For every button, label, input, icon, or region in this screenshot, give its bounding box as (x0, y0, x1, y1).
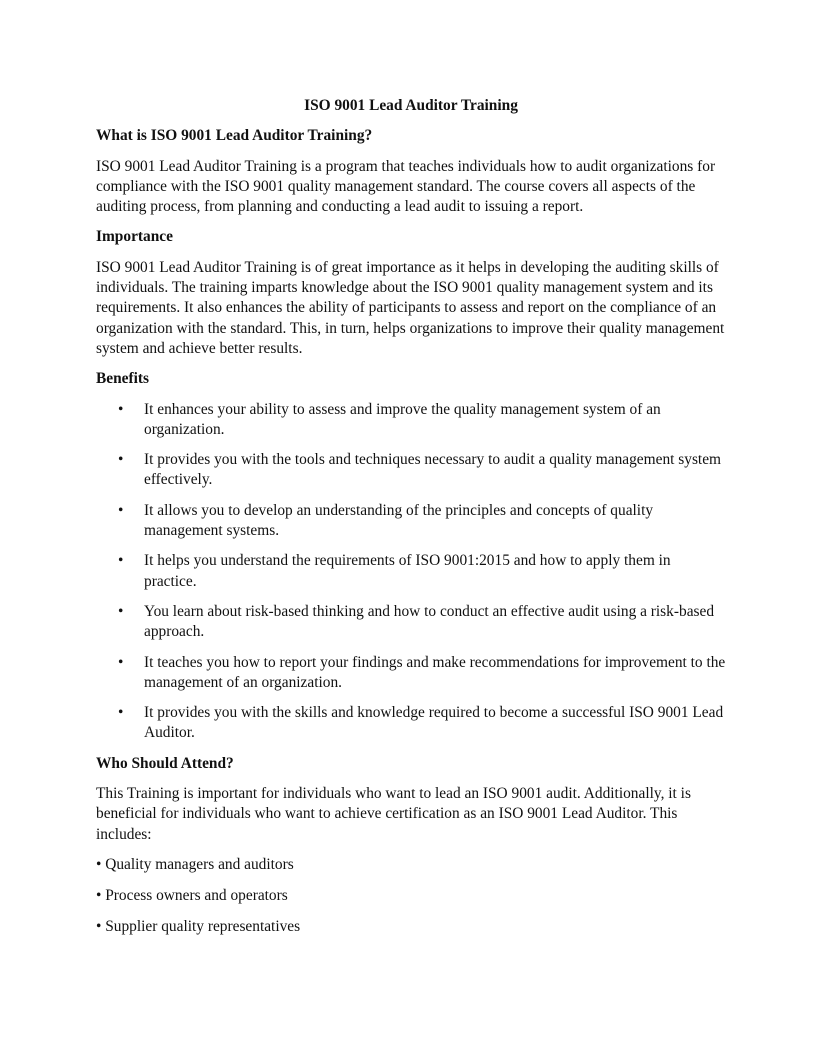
benefit-text: It provides you with the skills and knowledge required to become a successful ISO 9001 Lead Auditor. (144, 704, 724, 742)
section-heading-benefits: Benefits (96, 370, 150, 388)
bullet-icon: • (118, 501, 124, 519)
bullet-icon: • (118, 552, 124, 570)
bullet-icon: • (118, 451, 124, 469)
section-heading-what-is: What is ISO 9001 Lead Auditor Training? (96, 127, 373, 145)
benefit-item (96, 602, 726, 643)
benefits-list (96, 400, 726, 744)
benefit-item (96, 501, 726, 542)
benefit-item (96, 450, 726, 491)
benefit-item (96, 400, 726, 441)
bullet-icon: • (118, 704, 124, 722)
benefit-text: It teaches you how to report your findings and make recommendations for improvement to the management of an organization. (144, 653, 726, 691)
section-heading-who-should-attend: Who Should Attend? (96, 754, 234, 772)
attendee-item: • Process owners and operators (96, 886, 288, 904)
bullet-icon: • (118, 653, 124, 671)
section-text-importance: ISO 9001 Lead Auditor Training is of great importance as it helps in developing the auditing skills of individuals. The training imparts knowledge about the ISO 9001 quality management system and its requirements. It also enhances the ability of participants to assess and report on the compliance of an organization with the standard. This, in turn, helps organizations to improve their quality management system and achieve better results. (96, 258, 725, 357)
benefit-item (96, 551, 726, 592)
section-text-what-is: ISO 9001 Lead Auditor Training is a program that teaches individuals how to audit organizations for compliance with the ISO 9001 quality management standard. The course covers all aspects of the auditing process, from planning and conducting a lead audit to issuing a report. (96, 157, 716, 216)
benefit-text: It provides you with the tools and techniques necessary to audit a quality management system effectively. (144, 451, 722, 489)
benefit-text: It enhances your ability to assess and improve the quality management system of an organization. (144, 400, 661, 438)
bullet-icon: • (118, 602, 124, 620)
benefit-item (96, 703, 726, 744)
section-text-who-should-attend: This Training is important for individuals who want to lead an ISO 9001 audit. Additionally, it is beneficial for individuals who want to achieve certification as an ISO 9001 Lead Auditor. This includes: (96, 785, 691, 843)
attendee-item: • Supplier quality representatives (96, 917, 301, 935)
bullet-icon: • (118, 400, 124, 418)
benefit-text: It helps you understand the requirements of ISO 9001:2015 and how to apply them in practice. (144, 552, 671, 590)
attendee-item: • Quality managers and auditors (96, 855, 294, 873)
document-title: ISO 9001 Lead Auditor Training (304, 97, 518, 114)
section-heading-importance: Importance (96, 228, 173, 246)
benefit-item (96, 653, 726, 694)
document-page (96, 96, 726, 948)
benefit-text: You learn about risk-based thinking and how to conduct an effective audit using a risk-based approach. (144, 602, 715, 641)
benefit-text: It allows you to develop an understanding of the principles and concepts of quality management systems. (144, 501, 654, 540)
